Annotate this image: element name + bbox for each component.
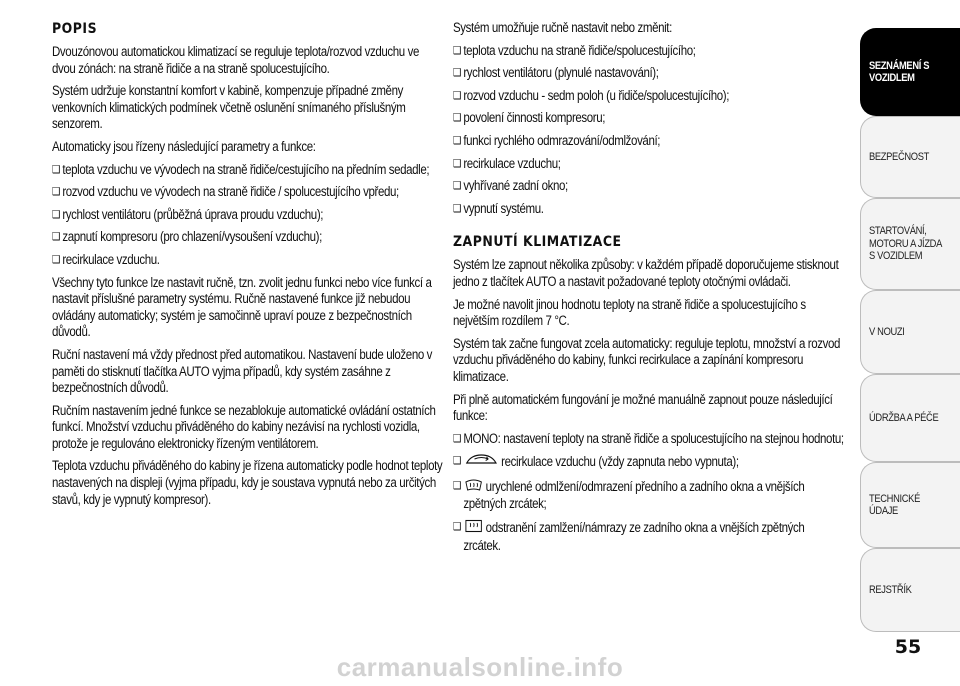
paragraph: Systém udržuje konstantní komfort v kabině, kompenzuje případné změny venkovních klimatických podmínek včetně oslunění snímaného příslušným senzorem. bbox=[52, 83, 406, 132]
recirculation-icon bbox=[464, 453, 498, 472]
list-item bbox=[453, 453, 844, 472]
list-item-text: odstranění zamlžení/námrazy ze zadního okna a vnějších zpětných zrcátek. bbox=[463, 519, 805, 553]
list-item: ❑ funkci rychlého odmrazování/odmlžování; bbox=[453, 133, 844, 150]
list-item: ❑ povolení činnosti kompresoru; bbox=[453, 110, 844, 127]
paragraph: Systém umožňuje ručně nastavit nebo změnit: bbox=[453, 20, 672, 35]
section-heading-popis: POPIS bbox=[52, 21, 98, 37]
list-item: ❑ rozvod vzduchu ve vývodech na straně řidiče / spolucestujícího vpředu; bbox=[52, 184, 443, 201]
list-item-text: MONO: nastavení teploty na straně řidiče a spolucestujícího na stejnou hodnotu; bbox=[463, 430, 844, 446]
rear-window-defrost-icon bbox=[464, 519, 483, 538]
list-item: ❑ recirkulace vzduchu; bbox=[453, 156, 844, 173]
tab-seznameni-s-vozidlem[interactable]: SEZNÁMENÍ S VOZIDLEM bbox=[860, 28, 960, 116]
section-heading-zapnuti: ZAPNUTÍ KLIMATIZACE bbox=[453, 234, 622, 251]
tab-bezpecnost[interactable]: BEZPEČNOST bbox=[860, 116, 960, 198]
list-item: ❑ rychlost ventilátoru (průběžná úprava proudu vzduchu); bbox=[52, 207, 443, 224]
list-item: ❑ rychlost ventilátoru (plynulé nastavování); bbox=[453, 65, 844, 82]
tab-startovani[interactable]: STARTOVÁNÍ, MOTORU A JÍZDA S VOZIDLEM bbox=[860, 198, 960, 290]
list-item: ❑ vyhřívané zadní okno; bbox=[453, 178, 844, 195]
list-item bbox=[453, 431, 844, 448]
list-item: ❑ recirkulace vzduchu. bbox=[52, 252, 443, 269]
list-item: ❑ teplota vzduchu na straně řidiče/spolucestujícího; bbox=[453, 43, 844, 60]
right-column bbox=[453, 20, 844, 560]
list-item-text: recirkulace vzduchu (vždy zapnuta nebo vypnuta); bbox=[501, 454, 739, 470]
auto-parameter-list bbox=[52, 162, 443, 269]
list-item: ❑ rozvod vzduchu - sedm poloh (u řidiče/spolucestujícího); bbox=[453, 88, 844, 105]
list-item: ❑ teplota vzduchu ve vývodech na straně řidiče/cestujícího na předním sedadle; bbox=[52, 162, 443, 179]
paragraph: Systém lze zapnout několika způsoby: v každém případě doporučujeme stisknout jedno z tlačítek AUTO a nastavit požadované teploty otočnými ovládači. bbox=[453, 257, 839, 289]
tab-technicke-udaje[interactable]: TECHNICKÉ ÚDAJE bbox=[860, 462, 960, 548]
manual-function-list bbox=[453, 431, 844, 555]
chapter-tabs bbox=[860, 0, 960, 686]
list-item: ❑ vypnutí systému. bbox=[453, 201, 844, 218]
paragraph: Ručním nastavením jedné funkce se nezablokuje automatické ovládání ostatních funkcí. Množství vzduchu přiváděného do kabiny nezávisí na rychlosti vozidla, protože je regulováno elektronicky řízeným ventilátorem. bbox=[52, 402, 436, 451]
paragraph: Automaticky jsou řízeny následující parametry a funkce: bbox=[52, 138, 316, 154]
list-item-text: urychlené odmlžení/odmrazení předního a zadního okna a vnějších zpětných zrcátek; bbox=[463, 478, 805, 512]
paragraph: Při plně automatickém fungování je možné manuálně zapnout pouze následující funkce: bbox=[453, 391, 833, 424]
tab-v-nouzi[interactable]: V NOUZI bbox=[860, 290, 960, 374]
manual-setting-list bbox=[453, 43, 844, 218]
windshield-defrost-icon bbox=[464, 478, 483, 497]
paragraph: Ruční nastavení má vždy přednost před automatikou. Nastavení bude uloženo v paměti do stisknutí tlačítka AUTO vyjma případů, kdy systém zasáhne z bezpečnostních důvodů. bbox=[52, 346, 433, 396]
watermark: carmanualsonline.info bbox=[336, 652, 624, 682]
paragraph: Je možné navolit jinou hodnotu teploty na straně řidiče a spolucestujícího s největším rozdílem 7 °C. bbox=[453, 296, 806, 329]
paragraph: Dvouzónovou automatickou klimatizací se reguluje teplota/rozvod vzduchu ve dvou zónách: na straně řidiče a na straně spolucestujícího. bbox=[52, 44, 419, 76]
tab-udrzba-a-pece[interactable]: ÚDRŽBA A PÉČE bbox=[860, 374, 960, 462]
paragraph: Systém tak začne fungovat zcela automaticky: reguluje teplotu, množství a rozvod vzduchu přiváděného do kabiny, funkci recirkulace a zapínání kompresoru klimatizace. bbox=[453, 335, 841, 384]
paragraph: Teplota vzduchu přiváděného do kabiny je řízena automaticky podle hodnot teploty nastavených na displeji (vyjma případu, kdy je soustava vypnutá nebo za určitých stavů, kdy je vypnutý kompresor). bbox=[52, 458, 443, 507]
paragraph: Všechny tyto funkce lze nastavit ručně, tzn. zvolit jednu funkci nebo více funkcí a nastavit příslušné parametry systému. Ručně nastavené funkce již nebudou ovládány automaticky; systém je samočinně upraví pouze z bezpečnostních důvodů. bbox=[52, 274, 432, 340]
left-column bbox=[52, 20, 443, 514]
tab-rejstrik[interactable]: REJSTŘÍK bbox=[860, 548, 960, 632]
list-item bbox=[453, 478, 844, 513]
page-number: 55 bbox=[894, 636, 922, 658]
list-item: ❑ zapnutí kompresoru (pro chlazení/vysoušení vzduchu); bbox=[52, 229, 443, 246]
list-item bbox=[453, 519, 844, 554]
